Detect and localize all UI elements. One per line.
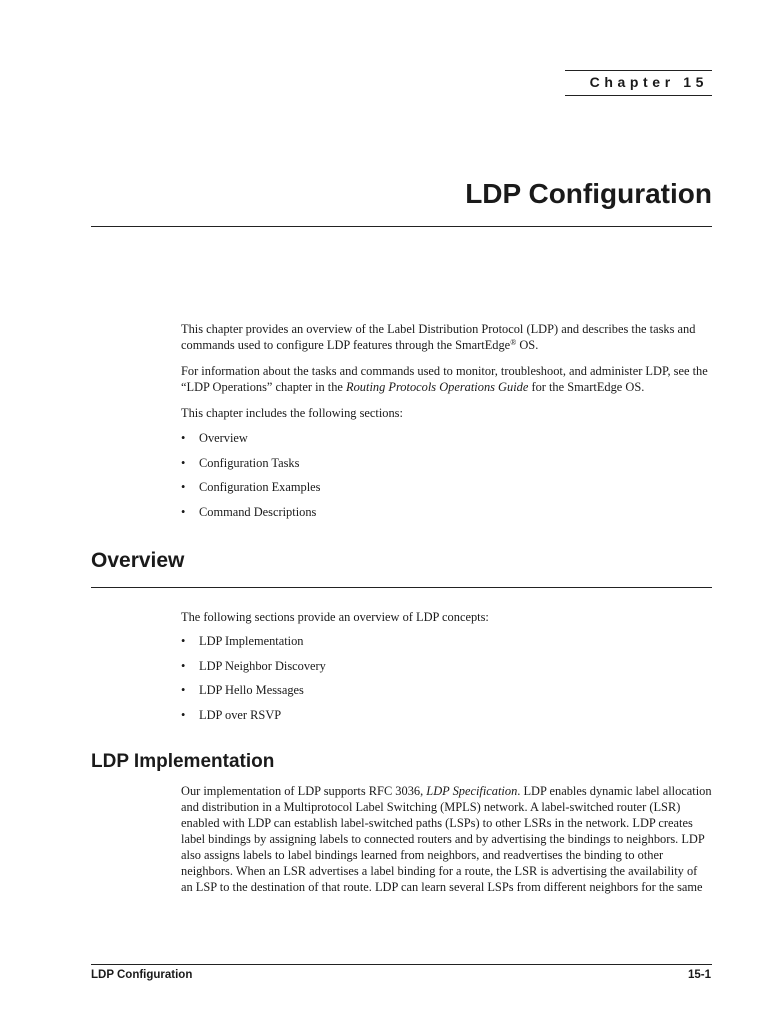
impl-p-after: . LDP enables dynamic label allocation and distribution in a Multiprotocol Label Switching (MPLS) network. A label-switched router (LSR) enabled with LDP can establish label-switched paths (LSPs) to other LSRs in the network. LDP creates label bindings by assigning labels to connected routers and by advertising the bindings to neighbors. LDP also assigns labels to label bindings learned from neighbors, and readvertises the binding to other neighbors. When an LSR advertises a label binding for a route, the LSR is advertising the availability of an LSP to the destination of that route. LDP can learn several LSPs from different neighbors for the same [181,784,712,894]
section-list [181,430,712,528]
page-title: LDP Configuration [465,178,712,209]
registered-mark: ® [510,338,517,347]
intro-p1-text: This chapter provides an overview of the Label Distribution Protocol (LDP) and describes the tasks and commands used to configure LDP features through the SmartEdge [181,322,696,352]
overview-heading: Overview [91,549,185,572]
intro-p1-tail: OS. [516,338,539,352]
intro-paragraph-1 [181,321,712,353]
list-item: • Configuration Tasks [181,455,300,470]
list-item: • LDP over RSVP [181,707,282,722]
page-number: 15-1 [687,969,711,981]
intro-p2-before: For information about the tasks and commands used to monitor, troubleshoot, and administer LDP, see the “LDP Operations” chapter in the [181,364,708,394]
list-item: • Overview [181,431,248,445]
implementation-heading: LDP Implementation [91,751,275,772]
title-rule [91,226,712,227]
chapter-label: Chapter 15 [589,74,708,90]
overview-paragraph: The following sections provide an overview of LDP concepts: [181,610,489,624]
rfc-title: LDP Specification [426,784,518,798]
overview-rule [91,587,712,588]
list-item: • LDP Hello Messages [181,683,304,697]
list-item: • Configuration Examples [181,480,321,494]
footer-chapter-title: LDP Configuration [91,969,193,981]
list-item: • LDP Neighbor Discovery [181,658,326,673]
implementation-paragraph [181,783,712,895]
footer-rule [91,964,712,965]
intro-paragraph-2 [181,363,712,395]
list-item: • LDP Implementation [181,634,304,648]
overview-list [181,633,712,731]
intro-p2-after: for the SmartEdge OS. [528,380,645,394]
chapter-label-box [565,70,712,96]
guide-title: Routing Protocols Operations Guide [346,380,529,394]
impl-p-before: Our implementation of LDP supports RFC 3036, [181,784,427,798]
list-item: • Command Descriptions [181,504,317,519]
intro-paragraph-3: This chapter includes the following sections: [181,406,403,420]
